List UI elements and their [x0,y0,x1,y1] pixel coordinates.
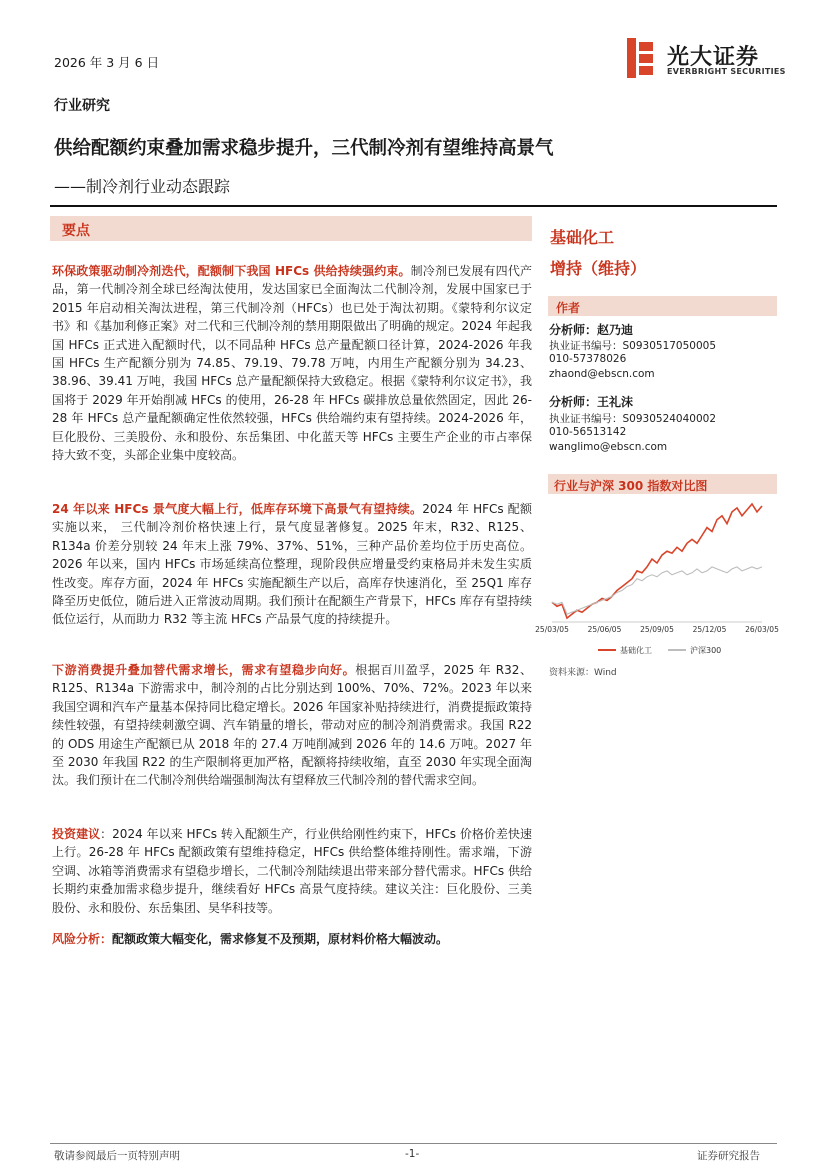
x-tick-label: 25/12/05 [692,625,727,634]
paragraph-text: 制冷剂已发展有四代产品，第一代制冷剂全球已经淘汰使用，发达国家已全面淘汰二代制冷剂，发展中国家已于 2015 年启动相关淘汰进程，第三代制冷剂（HFCs）也已处于淘汰初期。《蒙特利尔议定书》和《基加利修正案》对二代和三代制冷剂的禁用期限做出了明确的规定。2024 年起我国 HFCs 正式进入配额时代，以不同品种 HFCs 总产量配额口径计算，2024-2026 年我国 HFCs 生产配额分别为 74.85、79.19、79.78 万吨，内用生产配额分别为 34.23、38.96、39.41 万吨，我国 HFCs 总产量配额保持大致稳定。根据《蒙特利尔议定书》，我国将于 2029 年开始削减 HFCs 的使用，26-28 年 HFCs 碳排放总量依然固定，因此 26-28 年 HFCs 总产量配额确定性依然较强，HFCs 供给端约束有望持续。2024-2026 年，巨化股份、三美股份、永和股份、东岳集团、中化蓝天等 HFCs 主要生产企业的市占率保持大致不变，头部企业集中度较高。 [52,264,532,463]
key-points-banner [50,216,532,241]
report-category: 行业研究 [54,98,110,114]
key-point-paragraph [52,661,532,790]
chart-title: 行业与沪深 300 指数对比图 [554,479,708,493]
rating: 增持（维持） [550,259,647,278]
analyst-phone: 010-57378026 [549,353,627,365]
index-comparison-chart [535,498,779,664]
key-point-paragraph [52,262,532,464]
page-number: -1- [405,1148,420,1160]
analyst-name: 分析师：赵乃迪 [549,323,634,337]
everbright-logo [627,38,786,82]
analyst-email[interactable]: zhaond@ebscn.com [549,368,655,380]
paragraph-lead: 环保政策驱动制冷剂迭代，配额制下我国 HFCs 供给持续强约束。 [52,264,411,278]
title-divider [50,205,777,207]
chart-source: 资料来源：Wind [549,668,617,678]
paragraph-lead: 风险分析： [52,932,113,946]
legend-label-csi300: 沪深300 [690,646,722,655]
everbright-logo-icon [627,38,655,78]
investment-advice-paragraph [52,825,532,917]
industry-name: 基础化工 [550,228,615,247]
analyst-license: 执业证书编号：S0930524040002 [549,413,717,425]
paragraph-text: 根据百川盈孚，2025 年 R32、R125、R134a 下游需求中，制冷剂的占比分别达到 100%、70%、72%。2023 年以来我国空调和汽车产量基本保持同比稳定增长。2026 年国家补贴持续进行，消费提振政策持续性较强，有望持续刺激空调、汽车销量的增长，带动对应的制冷剂消费需求。我国 R22 的 ODS 用途生产配额已从 2018 年的 27.4 万吨削减到 2026 年的 14.6 万吨。2027 年至 2030 年我国 R22 的生产限制将更加严格，配额将持续收缩，直至 2030 年实现全面淘汰。我们预计在二代制冷剂供给端强制淘汰有望释放三代制冷剂的替代需求空间。 [52,663,532,788]
paragraph-text: 2024 年 HFCs 配额实施以来， 三代制冷剂价格快速上行，景气度显著修复。2025 年末，R32、R125、R134a 价差分别较 24 年末上涨 79%、37%、51%，三种产品价差均位于历史高位。2026 年以来，国内 HFCs 市场延续高位整理，现阶段供应增量受约束格局并未发生实质性改变。库存方面，2024 年 HFCs 实施配额生产以后，高库存快速消化，至 25Q1 库存降至历史低位，随后进入正常波动周期。我们预计在配额生产背景下，HFCs 库存有望持续低位运行，从而助力 R32 等主流 HFCs 产品景气度的持续提升。 [52,502,532,627]
paragraph-lead: 24 年以来 HFCs 景气度大幅上行，低库存环境下高景气有望持续。 [52,502,423,516]
risk-analysis-paragraph [52,930,532,948]
key-points-label: 要点 [62,223,90,239]
analyst-license: 执业证书编号：S0930517050005 [549,340,717,352]
report-date: 2026 年 3 月 6 日 [54,55,160,70]
series-line-industry [552,504,762,618]
footer-report-type: 证券研究报告 [697,1150,760,1162]
authors-label: 作者 [556,301,581,315]
x-tick-label: 25/06/05 [587,625,622,634]
x-tick-label: 26/03/05 [745,625,779,634]
authors-banner [548,296,777,316]
report-subtitle: ——制冷剂行业动态跟踪 [54,177,231,196]
paragraph-lead: 下游消费提升叠加替代需求增长，需求有望稳步向好。 [52,663,356,677]
analyst-phone: 010-56513142 [549,426,627,438]
footer-disclaimer: 敬请参阅最后一页特别声明 [54,1150,180,1162]
report-title: 供给配额约束叠加需求稳步提升，三代制冷剂有望维持高景气 [54,138,554,159]
x-tick-label: 25/09/05 [640,625,674,634]
paragraph-text: 配额政策大幅变化，需求修复不及预期，原材料价格大幅波动。 [112,932,449,946]
analyst-email[interactable]: wanglimo@ebscn.com [549,441,668,453]
logo-chinese-name: 光大证券 [667,45,760,70]
logo-english-name: EVERBRIGHT SECURITIES [667,67,786,76]
paragraph-lead: 投资建议 [52,827,101,841]
series-line-csi300 [552,567,762,614]
analyst-name: 分析师：王礼沫 [549,395,634,409]
key-point-paragraph [52,500,532,629]
legend-label-industry: 基础化工 [620,646,652,655]
x-tick-label: 25/03/05 [535,625,569,634]
footer-divider [50,1143,777,1144]
paragraph-text: ：2024 年以来 HFCs 转入配额生产，行业供给刚性约束下，HFCs 价格价差快速上行。26-28 年 HFCs 配额政策有望维持稳定，HFCs 供给整体维持刚性。需求端，下游空调、冰箱等消费需求有望稳步增长，二代制冷剂陆续退出带来部分替代需求。HFCs 供给长期约束叠加需求稳步提升，继续看好 HFCs 高景气度持续。建议关注：巨化股份、三美股份、永和股份、东岳集团、昊华科技等。 [52,827,532,915]
